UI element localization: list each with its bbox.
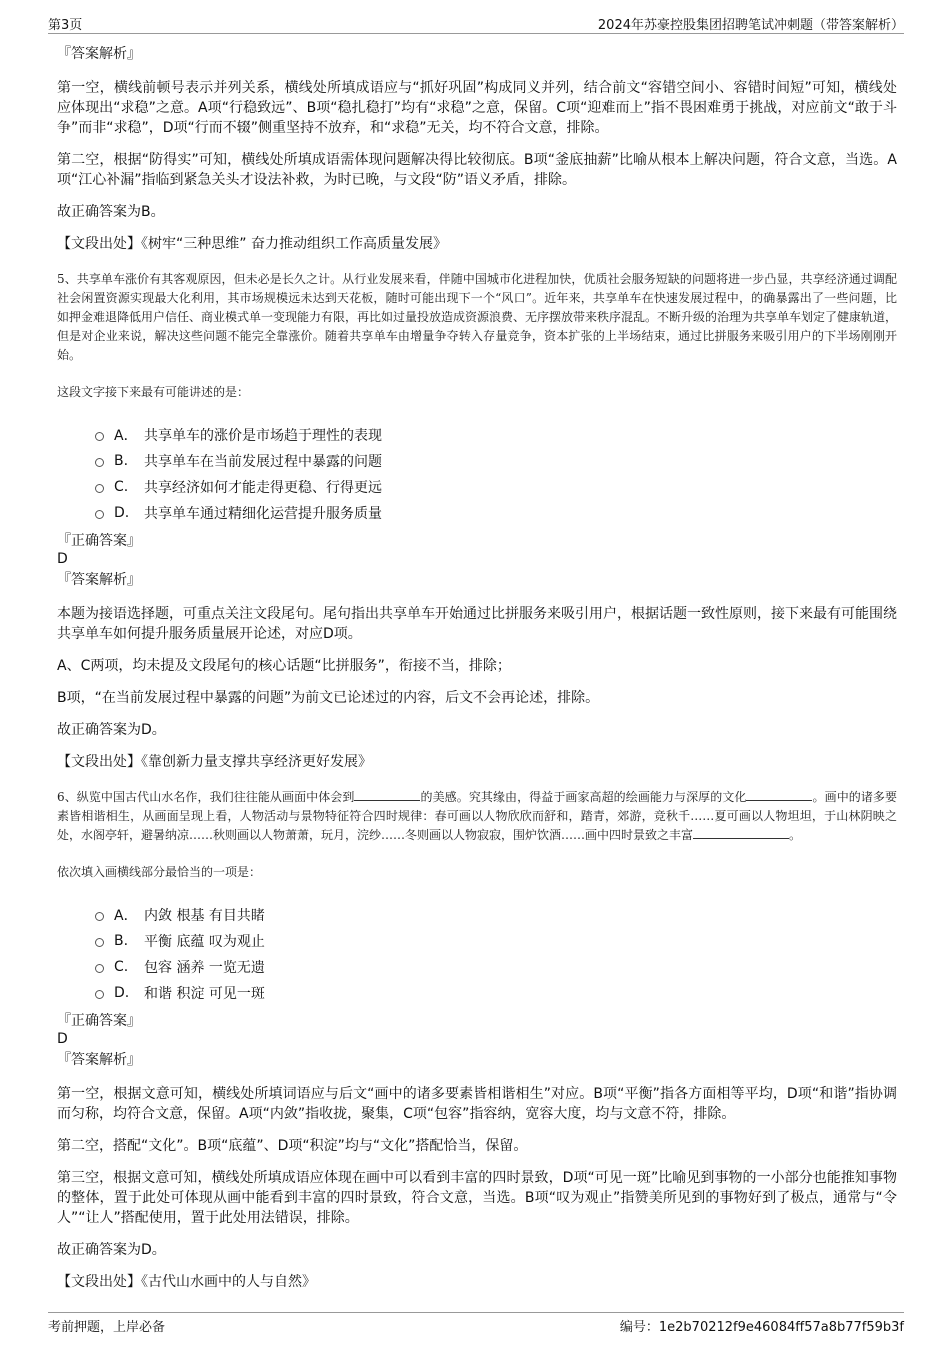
option-letter: C.: [114, 479, 129, 495]
option-text: 内敛 根基 有目共睹: [144, 908, 265, 924]
option-text: 和谐 积淀 可见一斑: [144, 986, 265, 1002]
fill-blank: [354, 788, 420, 801]
source-citation: 【文段出处】《靠创新力量支撑共享经济更好发展》: [57, 754, 372, 770]
option-c[interactable]: [95, 474, 897, 500]
source-citation: 【文段出处】《古代山水画中的人与自然》: [57, 1274, 316, 1290]
question-text-part: 的美感。究其缘由，得益于画家高超的绘画能力与深厚的文化: [420, 790, 747, 804]
option-letter: C.: [114, 959, 129, 975]
page-footer: [48, 1312, 904, 1333]
analysis-conclusion: 故正确答案为D。: [57, 1242, 166, 1258]
analysis-paragraph: 第一空，根据文意可知，横线处所填词语应与后文“画中的诸多要素皆相谐相生”对应。B项“平衡”指各方面相等平均，D项“和谐”指协调而匀称，均符合文意，保留。A项“内敛”指收拢，聚集，C项“包容”指容纳，宽容大度，均与文意不符，排除。: [57, 1086, 897, 1122]
source-citation: 【文段出处】《树牢“三种思维” 奋力推动组织工作高质量发展》: [57, 236, 447, 252]
radio-icon[interactable]: [95, 432, 104, 441]
radio-icon[interactable]: [95, 912, 104, 921]
question-5-text: 5、共享单车涨价有其客观原因，但未必是长久之计。从行业发展来看，伴随中国城市化进程加快，优质社会服务短缺的问题将进一步凸显，共享经济通过调配社会闲置资源实现最大化利用，其市场规模远未达到天花板，随时可能出现下一个“风口”。近年来，共享单车在快速发展过程中，的确暴露出了一些问题，比如押金难退降低用户信任、商业模式单一变现能力有限，再比如过量投放造成资源浪费、无序摆放带来秩序混乱。不断升级的治理为共享单车划定了健康轨道，但是对企业来说，解决这些问题不能完全靠涨价。随着共享单车由增量争夺转入存量竞争，资本扩张的上半场结束，通过比拼服务来吸引用户的下半场刚刚开始。: [57, 272, 898, 362]
analysis-label: 『答案解析』: [57, 1052, 141, 1068]
analysis-paragraph: 第二空，搭配“文化”。B项“底蕴”、D项“积淀”均与“文化”搭配恰当，保留。: [57, 1138, 528, 1154]
radio-icon[interactable]: [95, 964, 104, 973]
option-text: 共享经济如何才能走得更稳、行得更远: [144, 480, 382, 496]
page-content: [57, 44, 897, 1304]
option-letter: A．: [114, 908, 138, 924]
radio-icon[interactable]: [95, 510, 104, 519]
option-b[interactable]: [95, 928, 897, 954]
option-text: 包容 涵养 一览无遗: [144, 960, 265, 976]
correct-answer: D: [57, 551, 68, 567]
option-d[interactable]: [95, 500, 897, 526]
radio-icon[interactable]: [95, 990, 104, 999]
option-a[interactable]: [95, 422, 897, 448]
document-title: 2024年苏豪控股集团招聘笔试冲刺题（带答案解析）: [597, 18, 904, 33]
option-text: 共享单车的涨价是市场趋于理性的表现: [144, 428, 382, 444]
correct-answer-label: 『正确答案』: [57, 1013, 141, 1029]
question-text-part: 。画中的诸多要素皆相谐相生，从画面呈现上看，人物活动与景物特征符合四时规律：春可画以人物欣欣而舒和，踏青，郊游，竞秋千……夏可画以人物坦坦，于山林阴映之处，水阁亭轩，避暑纳凉……秋则画以人物萧萧，玩月，浣纱……冬则画以人物寂寂，围炉饮酒……画中四时景致之丰富: [57, 790, 897, 842]
option-b[interactable]: [95, 448, 897, 474]
correct-answer: D: [57, 1031, 68, 1047]
analysis-paragraph: B项，“在当前发展过程中暴露的问题”为前文已论述过的内容，后文不会再论述，排除。: [57, 690, 600, 706]
document-id: 编号：1e2b70212f9e46084ff57a8b77f59b3f: [619, 1320, 904, 1335]
option-letter: B.: [114, 933, 129, 949]
option-c[interactable]: [95, 954, 897, 980]
correct-answer-label: 『正确答案』: [57, 533, 141, 549]
page-number: 第3页: [48, 18, 83, 33]
analysis-paragraph: 第二空，根据“防得实”可知，横线处所填成语需体现问题解决得比较彻底。B项“釜底抽薪”比喻从根本上解决问题，符合文意，当选。A项“江心补漏”指临到紧急关头才设法补救，为时已晚，与文段“防”语义矛盾，排除。: [57, 152, 897, 188]
question-6-text: [57, 788, 897, 845]
question-5-prompt: 这段文字接下来最有可能讲述的是：: [57, 385, 250, 399]
fill-blank: [693, 826, 789, 839]
option-a[interactable]: [95, 902, 897, 928]
option-text: 共享单车在当前发展过程中暴露的问题: [144, 454, 382, 470]
option-d[interactable]: [95, 980, 897, 1006]
question-5-options: [95, 422, 897, 526]
radio-icon[interactable]: [95, 458, 104, 467]
option-letter: B.: [114, 453, 129, 469]
analysis-label: 『答案解析』: [57, 572, 141, 588]
option-letter: D.: [114, 985, 130, 1001]
analysis-conclusion: 故正确答案为D。: [57, 722, 166, 738]
option-letter: D.: [114, 505, 130, 521]
footer-slogan: 考前押题，上岸必备: [48, 1320, 166, 1335]
option-text: 共享单车通过精细化运营提升服务质量: [144, 506, 382, 522]
option-text: 平衡 底蕴 叹为观止: [144, 934, 265, 950]
question-6-options: [95, 902, 897, 1006]
question-text-part: 6、纵览中国古代山水名作，我们往往能从画面中体会到: [57, 790, 355, 804]
analysis-conclusion: 故正确答案为B。: [57, 204, 165, 220]
analysis-paragraph: A、C两项，均未提及文段尾句的核心话题“比拼服务”，衔接不当，排除；: [57, 658, 511, 674]
analysis-paragraph: 第一空，横线前顿号表示并列关系，横线处所填成语应与“抓好巩固”构成同义并列，结合前文“容错空间小、容错时间短”可知，横线处应体现出“求稳”之意。A项“行稳致远”、B项“稳扎稳打”均有“求稳”之意，保留。C项“迎难而上”指不畏困难勇于挑战，对应前文“敢于斗争”而非“求稳”，D项“行而不辍”侧重坚持不放弃，和“求稳”无关，均不符合文意，排除。: [57, 80, 897, 136]
option-letter: A．: [114, 428, 138, 444]
fill-blank: [746, 788, 812, 801]
page-header: [48, 13, 904, 34]
radio-icon[interactable]: [95, 938, 104, 947]
question-6-prompt: 依次填入画横线部分最恰当的一项是：: [57, 865, 262, 879]
analysis-label: 『答案解析』: [57, 46, 141, 62]
question-text-part: 。: [789, 828, 802, 842]
analysis-paragraph: 本题为接语选择题，可重点关注文段尾句。尾句指出共享单车开始通过比拼服务来吸引用户，根据话题一致性原则，接下来最有可能围绕共享单车如何提升服务质量展开论述，对应D项。: [57, 606, 897, 642]
radio-icon[interactable]: [95, 484, 104, 493]
analysis-paragraph: 第三空，根据文意可知，横线处所填成语应体现在画中可以看到丰富的四时景致，D项“可见一斑”比喻见到事物的一小部分也能推知事物的整体，置于此处可体现从画中能看到丰富的四时景致，符合文意，当选。B项“叹为观止”指赞美所见到的事物好到了极点，通常与“令人”“让人”搭配使用，置于此处用法错误，排除。: [57, 1170, 897, 1226]
